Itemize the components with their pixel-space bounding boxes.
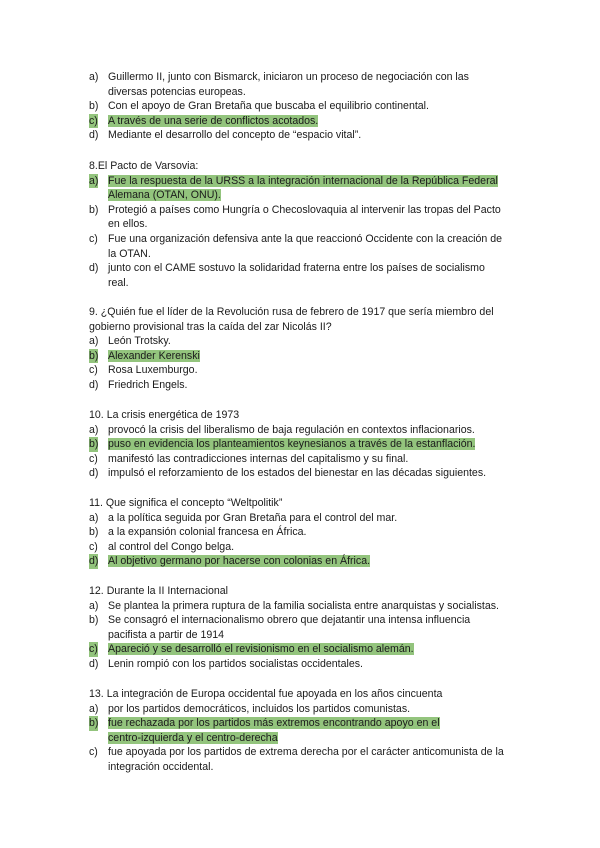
option-letter: c) (89, 452, 98, 465)
option-c-correct (89, 114, 529, 129)
option-line: Fue una organización defensiva ante la que reaccionó Occidente con la creación de (108, 232, 502, 245)
option-line: diversas potencias europeas. (108, 85, 246, 98)
option-letter: b) (89, 349, 99, 362)
question-text: Que significa el concepto “Weltpolitik” (105, 497, 283, 509)
option-list (89, 599, 529, 672)
question-text-line: 9. ¿Quién fue el líder de la Revolución rusa de febrero de 1917 que sería miembro del (89, 306, 494, 318)
option-list (89, 70, 529, 143)
option-d (89, 466, 529, 481)
option-line: al control del Congo belga. (108, 540, 235, 553)
question-number: 13. (89, 688, 104, 700)
option-c (89, 540, 529, 555)
option-line: Fue la respuesta de la URSS a la integración internacional de la República Federal (108, 174, 498, 187)
option-line: centro-izquierda y el centro-derecha (108, 731, 278, 744)
question-text: El Pacto de Varsovia: (97, 160, 199, 172)
option-line: Al objetivo germano por hacerse con colonias en África. (108, 555, 371, 568)
option-line: impulsó el reforzamiento de los estados del bienestar en las décadas siguientes. (108, 467, 487, 480)
option-letter: b) (89, 203, 99, 216)
option-letter: d) (89, 555, 99, 568)
option-list (89, 174, 529, 291)
option-list (89, 423, 529, 481)
question-10 (89, 408, 529, 481)
option-c (89, 363, 529, 378)
option-line: Alemana (OTAN, ONU). (108, 189, 221, 202)
question-title (89, 305, 529, 334)
option-line: puso en evidencia los planteamientos keynesianos a través de la estanflación. (108, 438, 476, 451)
option-letter: a) (89, 599, 99, 612)
option-letter: d) (89, 378, 99, 391)
option-c-correct (89, 642, 529, 657)
option-c (89, 745, 529, 774)
option-a (89, 511, 529, 526)
option-letter: d) (89, 467, 99, 480)
option-line: a la expansión colonial francesa en África. (108, 526, 307, 539)
option-line: provocó la crisis del liberalismo de baja regulación en contextos inflacionarios. (108, 423, 475, 436)
option-line: real. (108, 276, 129, 289)
option-b (89, 99, 529, 114)
option-line: en ellos. (108, 218, 148, 231)
option-letter: b) (89, 100, 99, 113)
question-text: La integración de Europa occidental fue apoyada en los años cincuenta (106, 688, 443, 700)
option-letter: c) (89, 364, 98, 377)
option-letter: c) (89, 114, 98, 127)
option-line: Se plantea la primera ruptura de la familia socialista entre anarquistas y socialistas. (108, 599, 499, 612)
option-b-correct (89, 349, 529, 364)
option-letter: a) (89, 71, 99, 83)
option-d-correct (89, 554, 529, 569)
option-letter: c) (89, 643, 98, 656)
option-a-correct (89, 174, 529, 203)
option-b-correct (89, 437, 529, 452)
question-text: La crisis energética de 1973 (106, 409, 240, 421)
option-letter: d) (89, 129, 99, 142)
option-b (89, 613, 529, 642)
option-line: Friedrich Engels. (108, 378, 188, 391)
option-letter: a) (89, 423, 99, 436)
option-line: fue apoyada por los partidos de extrema derecha por el carácter anticomunista de la (108, 746, 504, 759)
option-d (89, 128, 529, 143)
option-letter: c) (89, 232, 98, 245)
option-letter: d) (89, 657, 99, 670)
option-line: integración occidental. (108, 760, 214, 773)
option-list (89, 511, 529, 569)
option-letter: d) (89, 262, 99, 275)
option-line: fue rechazada por los partidos más extremos encontrando apoyo en el (108, 717, 440, 730)
question-number: 12. (89, 585, 104, 597)
option-b (89, 525, 529, 540)
option-a (89, 334, 529, 349)
option-letter: a) (89, 174, 99, 187)
question-11 (89, 496, 529, 569)
option-b-correct (89, 716, 529, 745)
option-list (89, 334, 529, 392)
question-title (89, 687, 529, 702)
option-line: Apareció y se desarrolló el revisionismo en el socialismo alemán. (108, 643, 414, 656)
question-title (89, 496, 529, 511)
option-line: A través de una serie de conflictos acotados. (108, 114, 319, 127)
option-a (89, 702, 529, 717)
option-line: por los partidos democráticos, incluidos los partidos comunistas. (108, 702, 411, 715)
option-line: León Trotsky. (108, 335, 171, 348)
option-letter: a) (89, 335, 99, 348)
option-c (89, 452, 529, 467)
option-list (89, 702, 529, 775)
option-line: pacifista a partir de 1914 (108, 628, 225, 641)
option-letter: b) (89, 614, 99, 627)
option-line: la OTAN. (108, 247, 151, 260)
option-letter: a) (89, 702, 99, 715)
option-letter: c) (89, 540, 98, 553)
question-title (89, 159, 529, 174)
option-letter: a) (89, 511, 99, 524)
option-d (89, 657, 529, 672)
question-title (89, 584, 529, 599)
option-line: Rosa Luxemburgo. (108, 364, 198, 377)
question-7 (89, 70, 529, 143)
question-number: 11. (89, 497, 103, 509)
option-line: Se consagró el internacionalismo obrero que dejatantir una intensa influencia (108, 614, 471, 627)
question-title (89, 408, 529, 423)
option-letter: b) (89, 438, 99, 451)
option-line: Protegió a países como Hungría o Checoslovaquia al intervenir las tropas del Pacto (108, 203, 501, 216)
option-line: Mediante el desarrollo del concepto de “espacio vital”. (108, 129, 362, 142)
option-line: Guillermo II, junto con Bismarck, iniciaron un proceso de negociación con las (108, 71, 469, 83)
option-letter: c) (89, 746, 98, 759)
option-c (89, 232, 529, 261)
option-a (89, 70, 529, 99)
option-a (89, 423, 529, 438)
option-d (89, 378, 529, 393)
option-line: a la política seguida por Gran Bretaña para el control del mar. (108, 511, 398, 524)
option-letter: b) (89, 717, 99, 730)
option-line: manifestó las contradicciones internas del capitalismo y su final. (108, 452, 409, 465)
option-b (89, 203, 529, 232)
option-line: Alexander Kerenski (108, 349, 200, 362)
option-line: junto con el CAME sostuvo la solidaridad fraterna entre los países de socialismo (108, 262, 485, 275)
option-a (89, 599, 529, 614)
option-letter: b) (89, 526, 99, 539)
question-text-line: gobierno provisional tras la caída del zar Nicolás II? (89, 320, 332, 333)
question-13 (89, 687, 529, 775)
option-line: Con el apoyo de Gran Bretaña que buscaba el equilibrio continental. (108, 100, 429, 113)
question-text: Durante la II Internacional (106, 585, 228, 597)
option-line: Lenin rompió con los partidos socialistas occidentales. (108, 657, 363, 670)
question-9 (89, 305, 529, 393)
option-d (89, 261, 529, 290)
question-number: 8. (89, 160, 98, 172)
question-12 (89, 584, 529, 672)
question-8 (89, 159, 529, 290)
question-number: 10. (89, 409, 104, 421)
